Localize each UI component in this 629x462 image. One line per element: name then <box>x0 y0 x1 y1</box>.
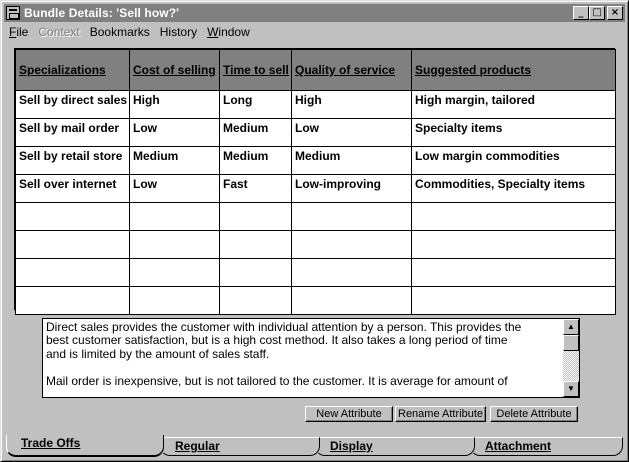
scroll-down-arrow-icon[interactable]: ▼ <box>563 381 579 397</box>
table-cell[interactable]: Long <box>220 91 292 119</box>
table-row <box>16 175 616 203</box>
table-cell[interactable]: Medium <box>130 147 220 175</box>
table-cell[interactable]: High <box>292 91 412 119</box>
table-row <box>16 287 616 315</box>
table-cell[interactable] <box>130 287 220 315</box>
menu-history[interactable]: History <box>159 24 198 39</box>
table-cell[interactable] <box>130 203 220 231</box>
table-cell[interactable]: Fast <box>220 175 292 203</box>
column-header-cost-of-selling[interactable]: Cost of selling <box>130 50 220 91</box>
table-cell[interactable]: Low margin commodities <box>412 147 616 175</box>
tab-display[interactable] <box>315 437 475 456</box>
table-cell[interactable] <box>292 259 412 287</box>
table-cell[interactable]: Medium <box>292 147 412 175</box>
tab-attachment[interactable] <box>470 437 623 456</box>
table-cell[interactable]: High margin, tailored <box>412 91 616 119</box>
table-cell[interactable] <box>412 259 616 287</box>
table-cell[interactable]: Medium <box>220 147 292 175</box>
delete-attribute-button[interactable]: Delete Attribute <box>490 406 578 422</box>
menu-bar <box>4 23 625 40</box>
table-cell[interactable]: Commodities, Specialty items <box>412 175 616 203</box>
table-cell[interactable] <box>220 259 292 287</box>
table-cell[interactable] <box>220 287 292 315</box>
table-cell[interactable] <box>412 203 616 231</box>
table-cell[interactable]: High <box>130 91 220 119</box>
tradeoff-grid <box>14 48 615 310</box>
table-cell[interactable]: Low-improving <box>292 175 412 203</box>
description-scrollbar[interactable] <box>563 319 579 397</box>
table-row <box>16 259 616 287</box>
grid-header-row <box>16 50 616 91</box>
tab-label: Display <box>330 439 373 453</box>
maximize-button[interactable]: □ <box>589 6 605 20</box>
tab-regular[interactable] <box>160 437 320 456</box>
scroll-up-arrow-icon[interactable]: ▲ <box>563 319 579 335</box>
table-cell[interactable] <box>130 259 220 287</box>
table-cell[interactable] <box>292 231 412 259</box>
table-cell[interactable] <box>412 287 616 315</box>
tab-strip <box>4 435 625 459</box>
description-line: Direct sales provides the customer with individual attention by a person. This provides the <box>46 321 522 334</box>
close-button[interactable]: × <box>607 6 623 20</box>
table-cell[interactable]: Medium <box>220 119 292 147</box>
table-cell[interactable] <box>220 203 292 231</box>
column-header-quality-of-service[interactable]: Quality of service <box>292 50 412 91</box>
table-cell[interactable]: Sell over internet <box>16 175 130 203</box>
table-cell[interactable] <box>16 231 130 259</box>
table-cell[interactable] <box>220 231 292 259</box>
table-cell[interactable] <box>130 231 220 259</box>
description-line: Mail order is inexpensive, but is not tailored to the customer. It is average for amount of <box>46 373 508 388</box>
table-row <box>16 119 616 147</box>
tab-trade-offs[interactable] <box>6 435 164 457</box>
table-cell[interactable]: Sell by mail order <box>16 119 130 147</box>
table-cell[interactable] <box>412 231 616 259</box>
menu-file[interactable]: File <box>9 24 29 39</box>
description-line: best customer satisfaction, but is a high cost method. It also takes a long period of time <box>46 333 508 348</box>
table-cell[interactable] <box>292 287 412 315</box>
title-buttons <box>573 6 623 20</box>
title-bar[interactable] <box>4 4 625 22</box>
table-row <box>16 203 616 231</box>
table-cell[interactable]: Specialty items <box>412 119 616 147</box>
scroll-thumb[interactable] <box>563 335 579 351</box>
rename-attribute-button[interactable]: Rename Attribute <box>395 406 486 422</box>
tab-label: Trade Offs <box>21 436 81 450</box>
table-cell[interactable]: Sell by direct sales <box>16 91 130 119</box>
description-text[interactable] <box>46 321 561 397</box>
table-cell[interactable] <box>16 203 130 231</box>
menu-context[interactable]: Context <box>38 24 80 39</box>
description-line: and is limited by the amount of sales staff. <box>46 346 270 361</box>
table-cell[interactable] <box>16 259 130 287</box>
table-row <box>16 147 616 175</box>
minimize-button[interactable]: _ <box>573 6 589 20</box>
menu-bookmarks[interactable]: Bookmarks <box>89 24 150 39</box>
table-row <box>16 231 616 259</box>
column-header-specializations[interactable]: Specializations <box>16 50 130 91</box>
column-header-time-to-sell[interactable]: Time to sell <box>220 50 292 91</box>
table-cell[interactable]: Low <box>130 119 220 147</box>
table-cell[interactable]: Sell by retail store <box>16 147 130 175</box>
table-cell[interactable]: Low <box>292 119 412 147</box>
app-menu-icon[interactable] <box>6 6 20 20</box>
window-title: Bundle Details: 'Sell how?' <box>24 6 180 20</box>
table-cell[interactable] <box>292 203 412 231</box>
table-row <box>16 91 616 119</box>
tab-label: Regular <box>175 439 220 453</box>
column-header-suggested-products[interactable]: Suggested products <box>412 50 616 91</box>
description-textarea[interactable] <box>42 318 580 398</box>
table-cell[interactable] <box>16 287 130 315</box>
tab-label: Attachment <box>485 439 552 453</box>
description-line <box>46 361 561 374</box>
menu-window[interactable]: Window <box>207 24 250 39</box>
table-cell[interactable]: Low <box>130 175 220 203</box>
new-attribute-button[interactable]: New Attribute <box>305 406 393 422</box>
